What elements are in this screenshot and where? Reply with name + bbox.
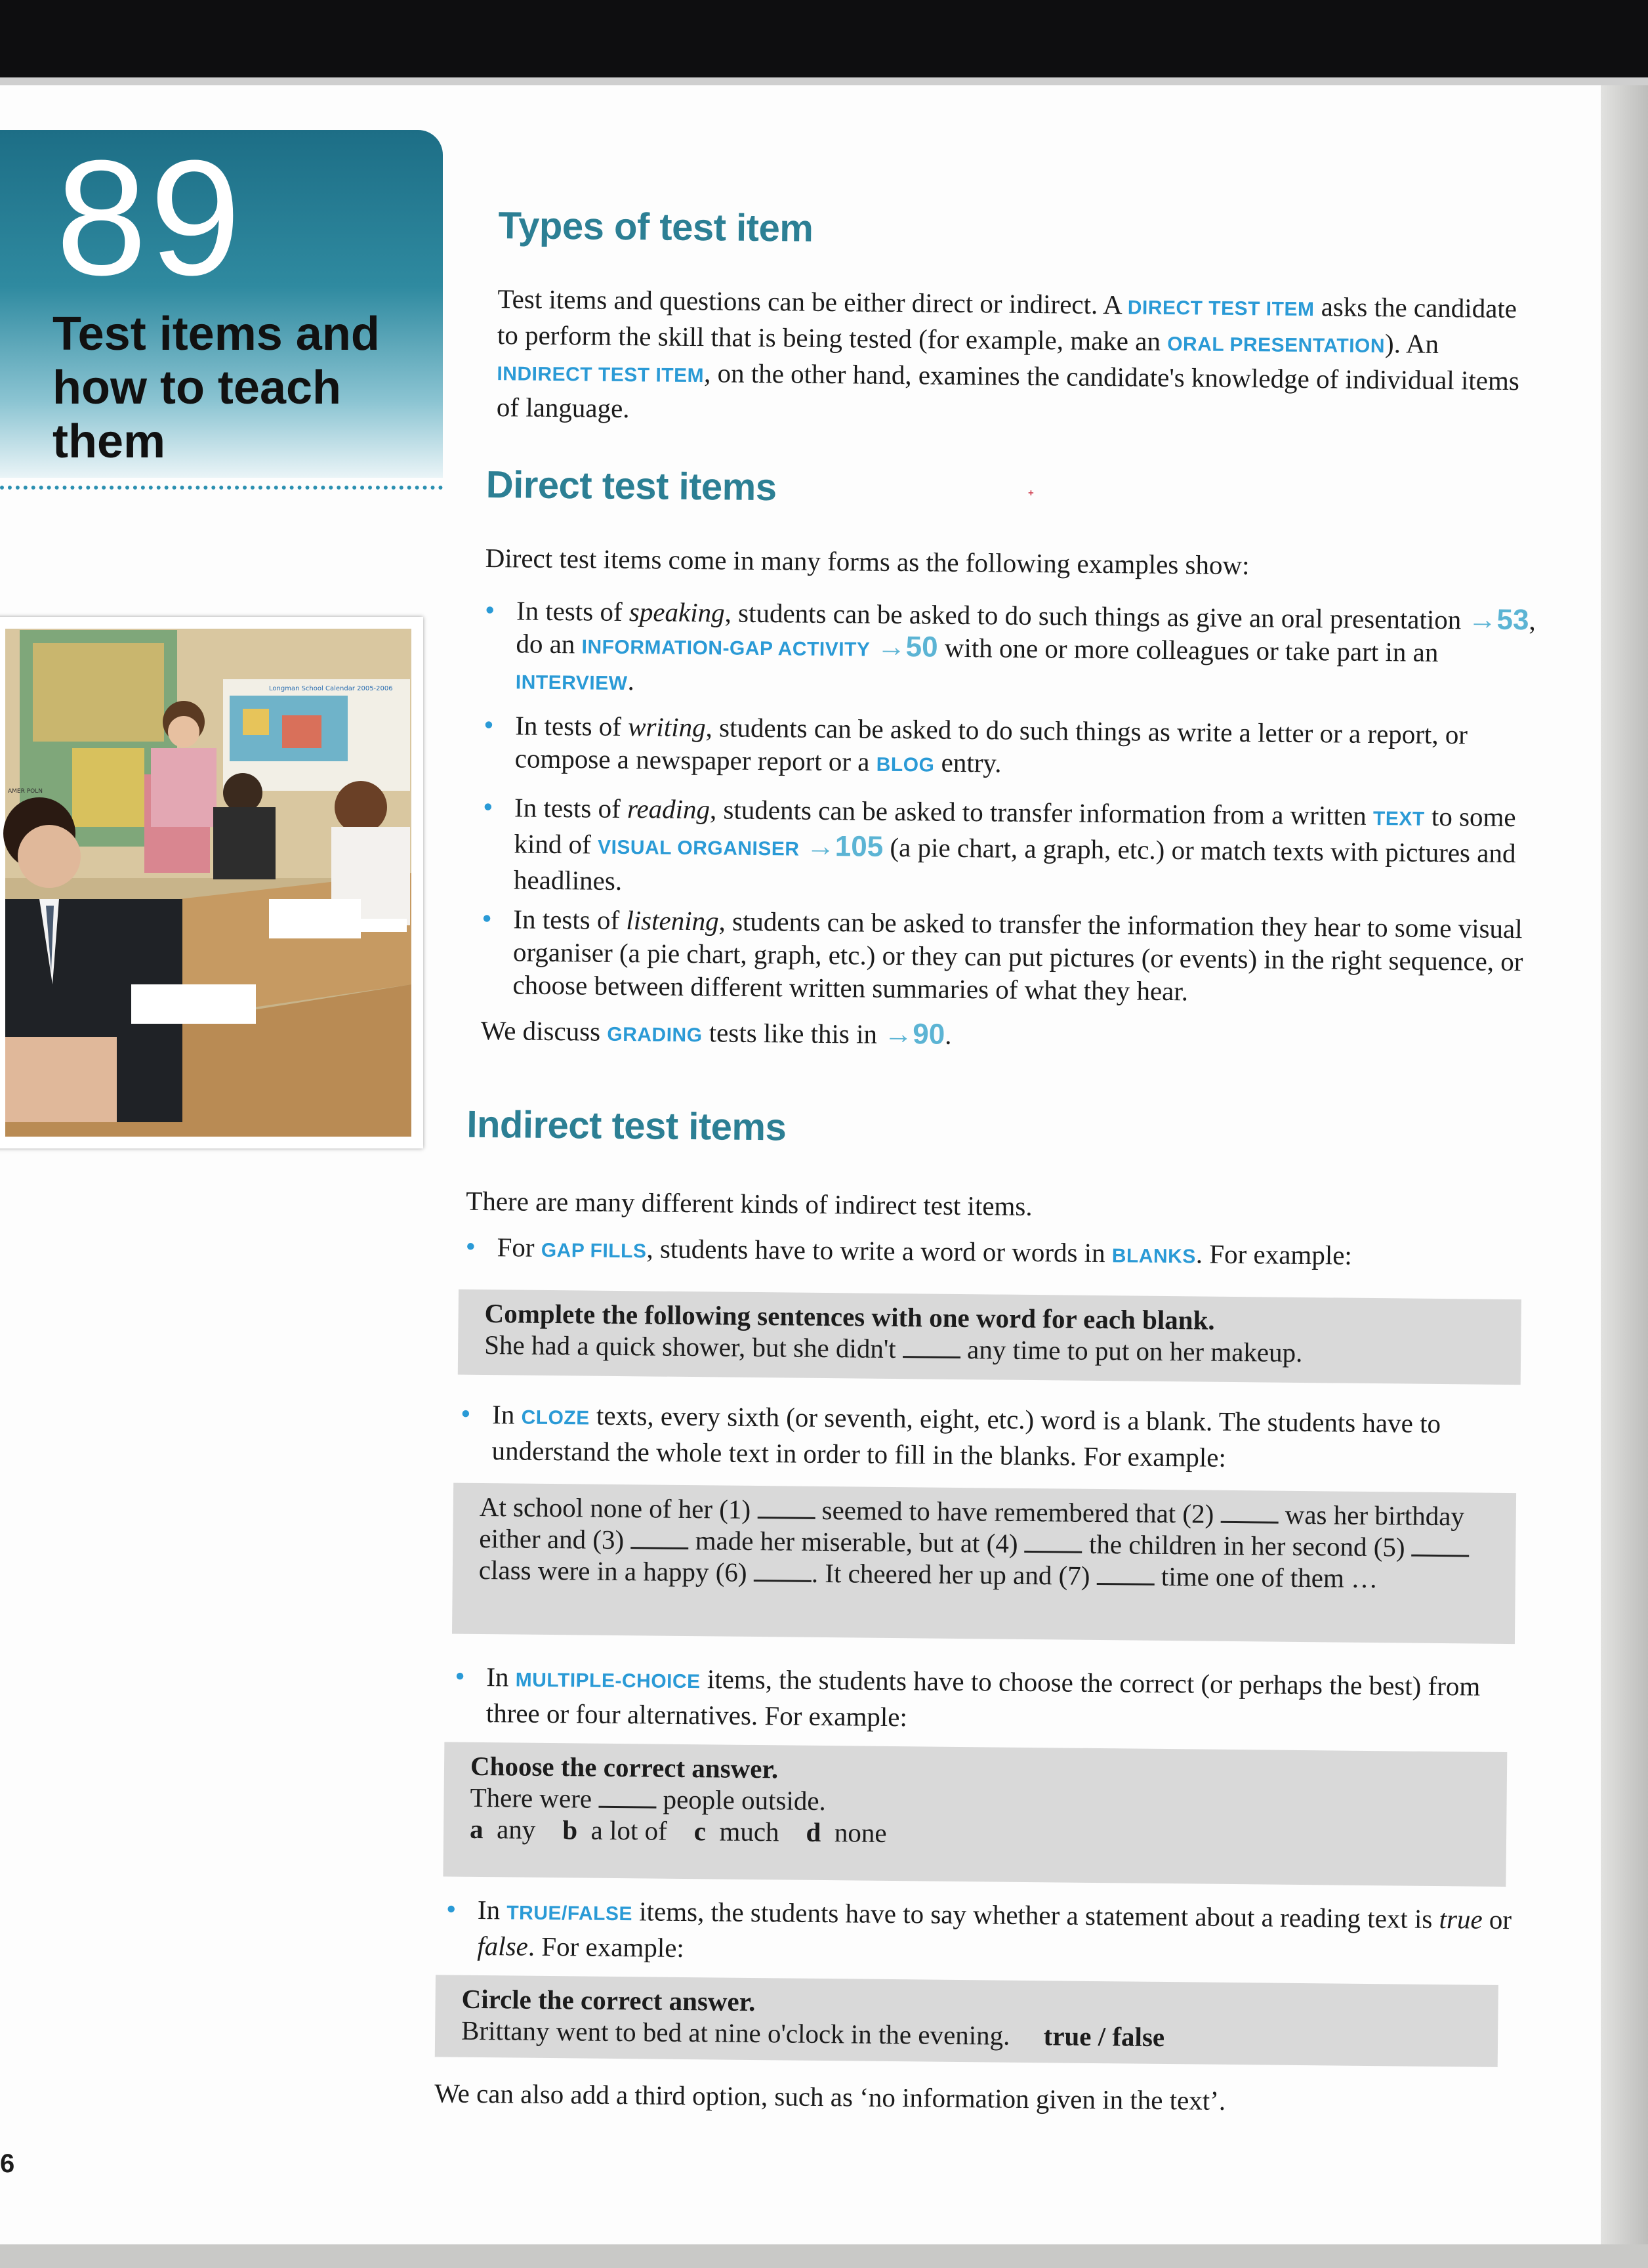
mc-option-c: much	[719, 1816, 779, 1847]
glossary-gap-fills[interactable]: GAP FILLS	[541, 1239, 647, 1263]
heading-types: Types of test item	[498, 204, 814, 250]
bullet-gap-fill: • For GAP FILLS, students have to write a word or words in BLANKS. For example:	[465, 1230, 1546, 1277]
glossary-cloze[interactable]: CLOZE	[521, 1406, 590, 1429]
scan-mark: ᐩ	[1027, 486, 1035, 508]
blank-line	[757, 1497, 815, 1519]
map-label: AMER POLN	[8, 788, 43, 795]
direct-intro: Direct test items come in many forms as the following examples show:	[485, 542, 1250, 581]
poster-caption: Longman School Calendar 2005-2006	[269, 685, 393, 692]
unit-number: 89	[56, 126, 244, 309]
bullet-writing: • In tests of writing, students can be asked to do such things as write a letter or a report, or compose a newspaper report or a BLOG entry.	[484, 709, 1539, 788]
crossref-53[interactable]: →53	[1468, 603, 1529, 637]
blank-line	[630, 1527, 688, 1549]
glossary-blog[interactable]: BLOG	[876, 753, 935, 776]
glossary-interview[interactable]: INTERVIEW	[515, 671, 628, 695]
true-false-example-box: Circle the correct answer. Brittany went to bed at nine o'clock in the evening. true / false	[435, 1975, 1498, 2067]
glossary-oral-presentation[interactable]: ORAL PRESENTATION	[1167, 333, 1386, 358]
blank-line	[1220, 1502, 1278, 1524]
blank-line	[1097, 1563, 1155, 1586]
closing-sentence: We can also add a third option, such as ‘no information given in the text’.	[434, 2078, 1226, 2116]
crossref-90[interactable]: →90	[884, 1017, 945, 1051]
bullet-listening: • In tests of listening, students can be asked to transfer the information they hear to some visual organiser (a pie chart, graph, etc.) or they can put pictures (or events) in the right sequence, or choose between different written summaries of what they hear.	[481, 902, 1536, 1011]
mc-option-d: none	[834, 1817, 887, 1848]
direct-outro: We discuss GRADING tests like this in →90.	[480, 1015, 952, 1051]
blank-line	[1412, 1535, 1470, 1557]
bullet-speaking: • In tests of speaking, students can be asked to do such things as give an oral presentation →53, do an INFORMATION-GAP ACTIVITY →50 with one or more colleagues or take part in an INTERVIEW.	[484, 594, 1540, 709]
glossary-grading[interactable]: GRADING	[607, 1023, 703, 1047]
bullet-cloze: • In CLOZE texts, every sixth (or seventh, eight, etc.) word is a blank. The students have to understand the whole text in order to fill in the blanks. For example:	[460, 1398, 1542, 1477]
classroom-photo	[0, 617, 423, 1148]
glossary-direct-test-item[interactable]: DIRECT TEST ITEM	[1127, 297, 1315, 321]
blank-line	[903, 1336, 960, 1358]
glossary-text[interactable]: TEXT	[1372, 807, 1425, 830]
multiple-choice-example-box: Choose the correct answer. There were people outside. a any b a lot of c much d none	[443, 1742, 1507, 1887]
blank-line	[1025, 1531, 1082, 1553]
mc-option-b: a lot of	[590, 1815, 667, 1846]
mc-instruction: Choose the correct answer.	[470, 1750, 779, 1784]
glossary-information-gap[interactable]: INFORMATION-GAP ACTIVITY	[581, 636, 871, 661]
cloze-example-box: At school none of her (1) seemed to have remembered that (2) was her birthday either and (3) made her miserable, but at (4) the children in her second (5) class were in a happy (6) . It cheered her up and (7) time one of them …	[452, 1483, 1516, 1645]
heading-indirect: Indirect test items	[466, 1102, 787, 1149]
blank-line	[754, 1560, 812, 1582]
types-paragraph: Test items and questions can be either direct or indirect. A DIRECT TEST ITEM asks the candidate to perform the skill that is being tested (for example, make an ORAL PRESENTATION). An INDIRECT TEST ITEM, on the other hand, examines the candidate's knowledge of individual items of language.	[496, 284, 1520, 424]
glossary-indirect-test-item[interactable]: INDIRECT TEST ITEM	[497, 363, 705, 387]
glossary-true-false[interactable]: TRUE/FALSE	[506, 1902, 633, 1925]
glossary-visual-organiser[interactable]: VISUAL ORGANISER	[597, 836, 800, 860]
page-number: 6	[0, 2149, 15, 2178]
bullet-multiple-choice: • In MULTIPLE-CHOICE items, the students have to choose the correct (or perhaps the best) from three or four alternatives. For example:	[455, 1660, 1536, 1740]
blank-line	[598, 1786, 656, 1809]
bullet-true-false: • In TRUE/FALSE items, the students have to say whether a statement about a reading text is true or false. For example:	[445, 1893, 1527, 1972]
heading-direct: Direct test items	[485, 463, 777, 509]
unit-title: Test items and how to teach them	[52, 308, 380, 468]
glossary-multiple-choice[interactable]: MULTIPLE-CHOICE	[515, 1669, 701, 1693]
page-right-edge	[1601, 85, 1648, 2268]
tf-instruction: Circle the correct answer.	[461, 1983, 756, 2017]
glossary-blanks[interactable]: BLANKS	[1111, 1245, 1196, 1268]
tf-answer: true / false	[1043, 2021, 1165, 2053]
dotted-divider	[0, 486, 443, 490]
classroom-photo-image	[0, 617, 423, 1148]
crossref-50[interactable]: →50	[876, 630, 938, 663]
bullet-reading: • In tests of reading, students can be asked to transfer information from a written TEXT to some kind of VISUAL ORGANISER →105 (a pie chart, a graph, etc.) or match texts with pictures and headlines.	[482, 791, 1538, 906]
gap-fill-instruction: Complete the following sentences with one word for each blank.	[484, 1298, 1215, 1335]
mc-option-a: any	[496, 1814, 536, 1845]
indirect-intro: There are many different kinds of indirect test items.	[466, 1185, 1033, 1222]
page-bottom-edge	[0, 2244, 1648, 2268]
gap-fill-example-box: Complete the following sentences with one word for each blank. She had a quick shower, but she didn't any time to put on her makeup.	[458, 1290, 1521, 1385]
crossref-105[interactable]: →105	[806, 830, 884, 863]
